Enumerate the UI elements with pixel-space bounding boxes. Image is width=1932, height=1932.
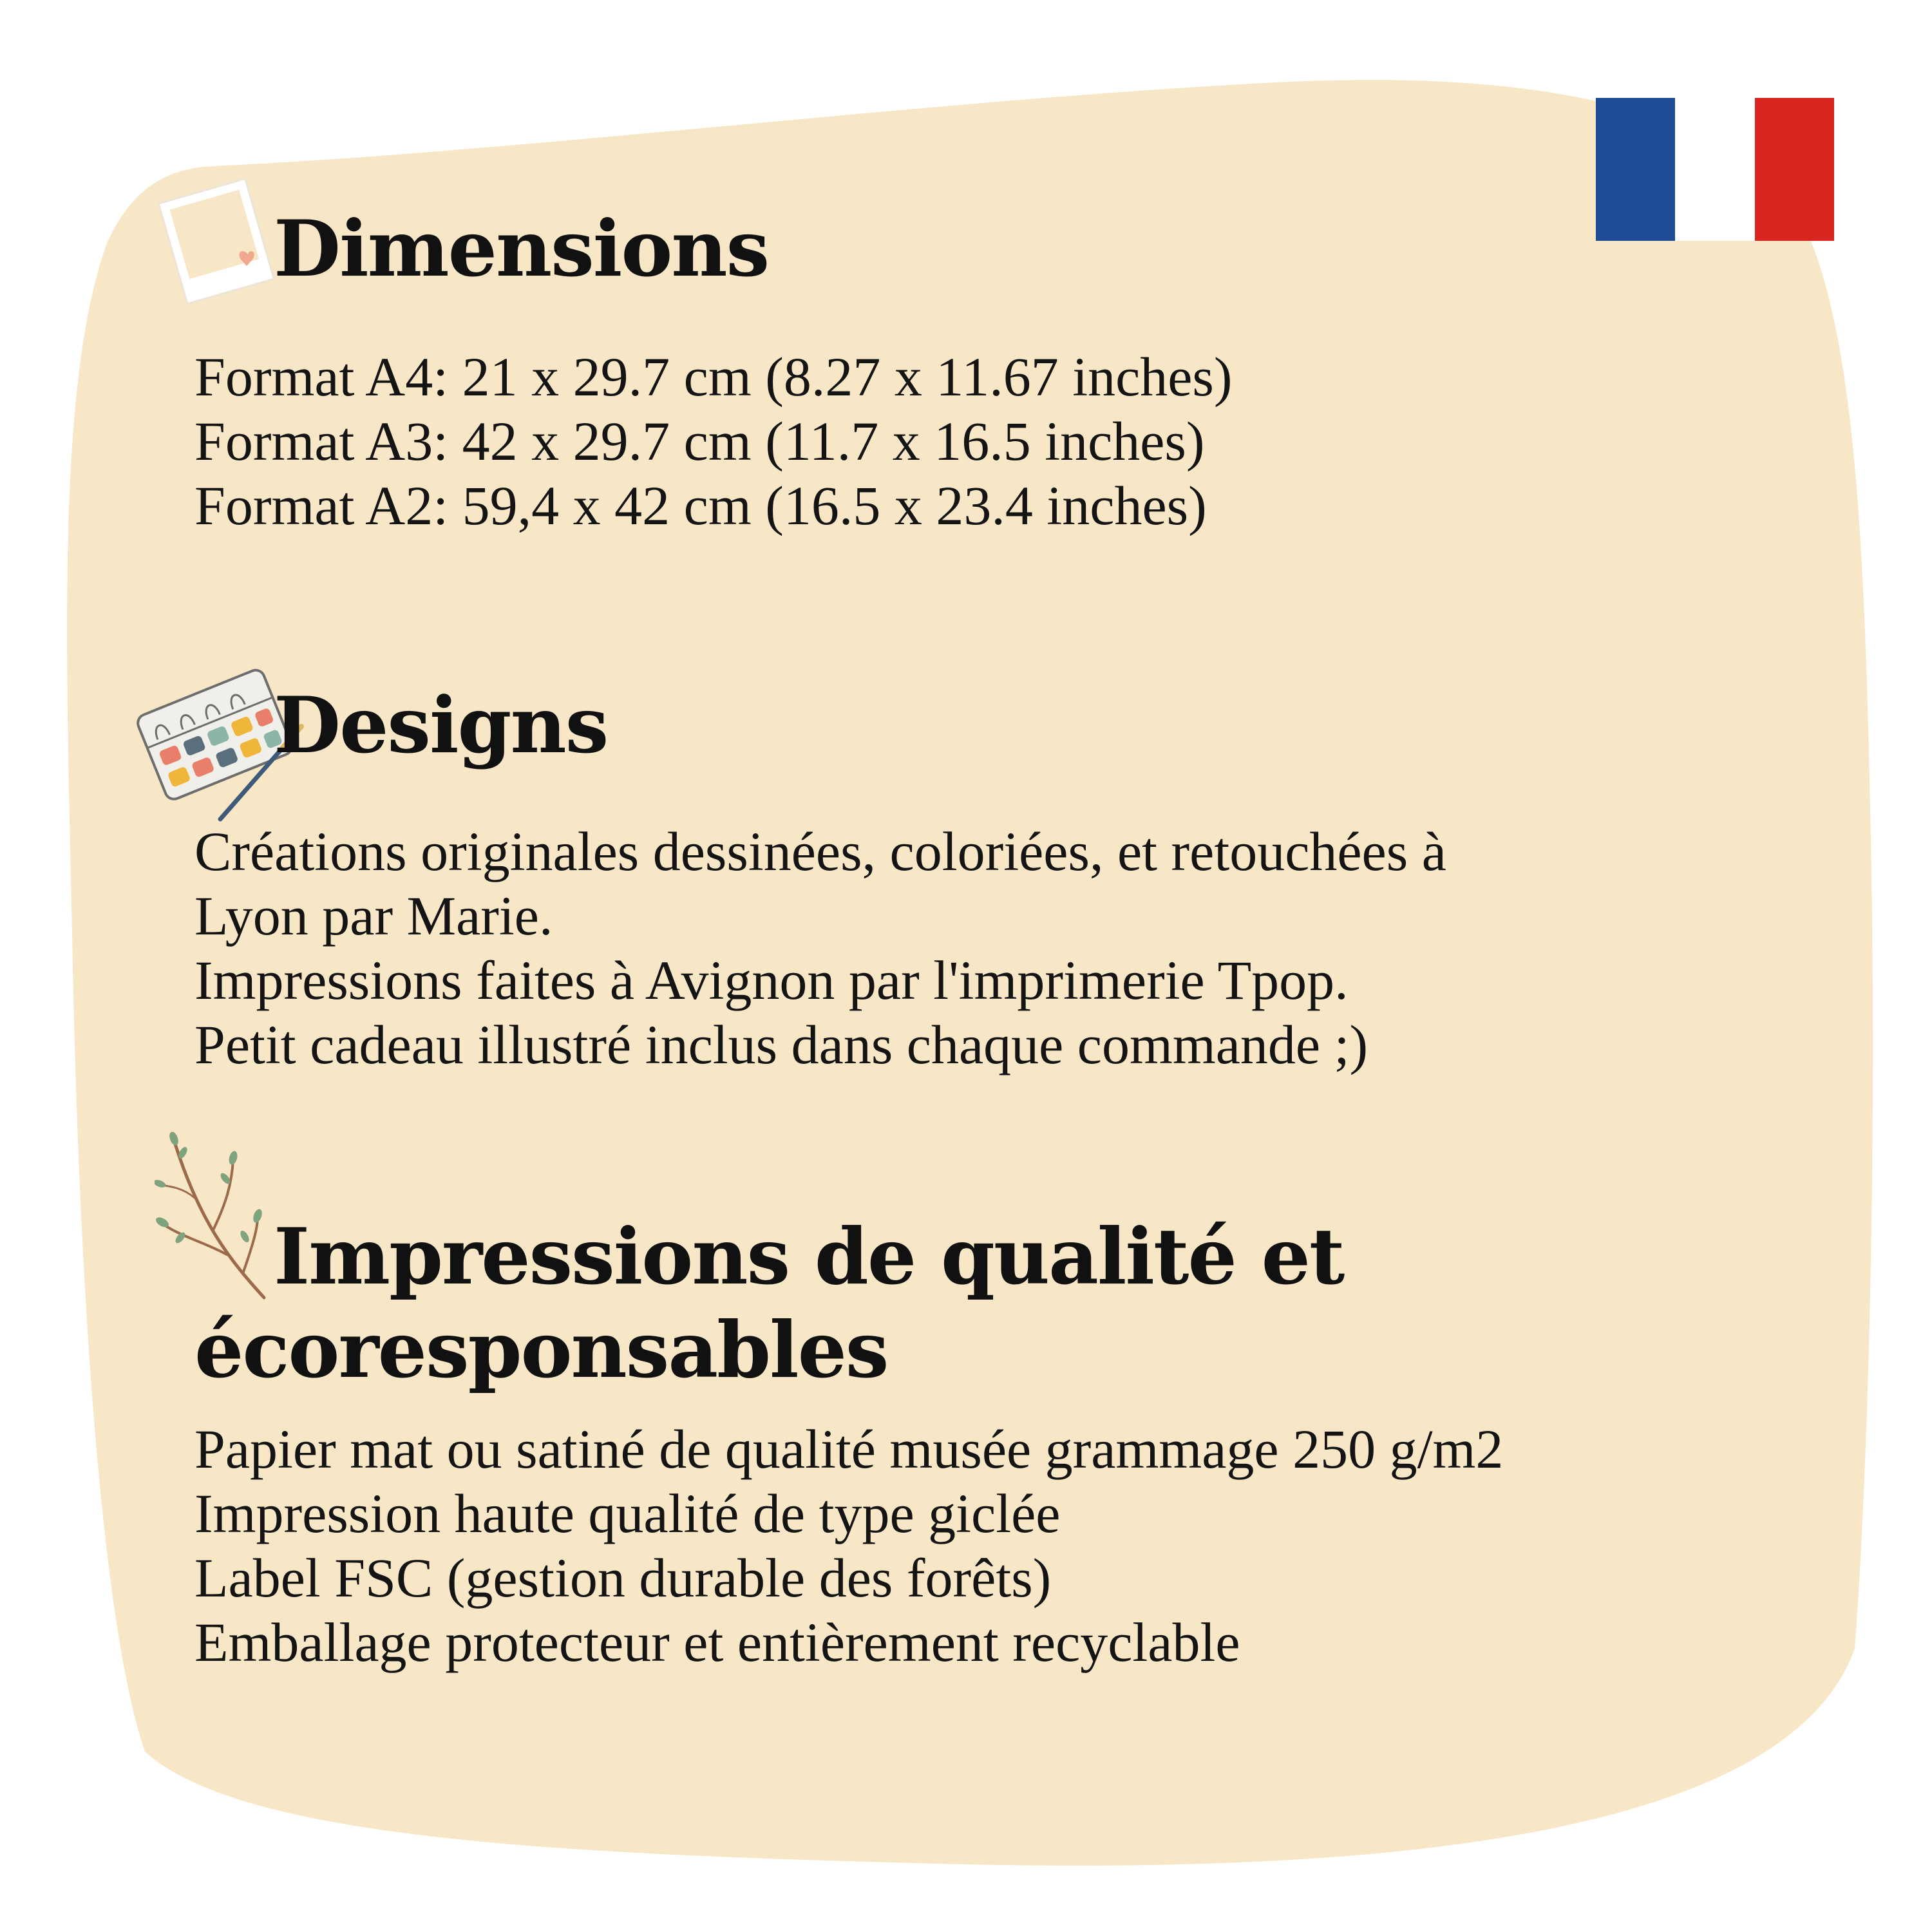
flag-blue-stripe bbox=[1596, 98, 1675, 241]
designs-line-1: Créations originales dessinées, coloriées, et retouchées à bbox=[194, 820, 1446, 882]
flag-red-stripe bbox=[1755, 98, 1834, 241]
impressions-body bbox=[194, 1417, 1503, 1674]
impressions-line-3: Label FSC (gestion durable des forêts) bbox=[194, 1547, 1052, 1609]
polaroid-frame-icon bbox=[153, 177, 282, 306]
impressions-line-2: Impression haute qualité de type giclée bbox=[194, 1482, 1061, 1544]
designs-line-4: Petit cadeau illustré inclus dans chaque commande ;) bbox=[194, 1014, 1368, 1075]
designs-line-2: Lyon par Marie. bbox=[194, 885, 553, 947]
leafy-branch-icon bbox=[155, 1127, 270, 1307]
dimensions-title: Dimensions bbox=[274, 204, 769, 294]
impressions-title-line-2: écoresponsables bbox=[194, 1305, 888, 1396]
impressions-title-line-1: Impressions de qualité et bbox=[274, 1211, 1344, 1302]
impressions-line-1: Papier mat ou satiné de qualité musée grammage 250 g/m2 bbox=[194, 1418, 1504, 1480]
designs-line-3: Impressions faites à Avignon par l'imprimerie Tpop. bbox=[194, 949, 1349, 1011]
dimensions-line-a3: Format A3: 42 x 29.7 cm (11.7 x 16.5 inches) bbox=[194, 410, 1205, 472]
designs-title: Designs bbox=[274, 680, 608, 771]
designs-body bbox=[194, 819, 1446, 1077]
flag-white-stripe bbox=[1675, 98, 1754, 241]
dimensions-line-a4: Format A4: 21 x 29.7 cm (8.27 x 11.67 inches) bbox=[194, 346, 1233, 408]
french-flag-icon bbox=[1596, 98, 1834, 241]
dimensions-body bbox=[194, 345, 1233, 538]
dimensions-line-a2: Format A2: 59,4 x 42 cm (16.5 x 23.4 inches) bbox=[194, 475, 1207, 536]
impressions-line-4: Emballage protecteur et entièrement recyclable bbox=[194, 1611, 1240, 1673]
